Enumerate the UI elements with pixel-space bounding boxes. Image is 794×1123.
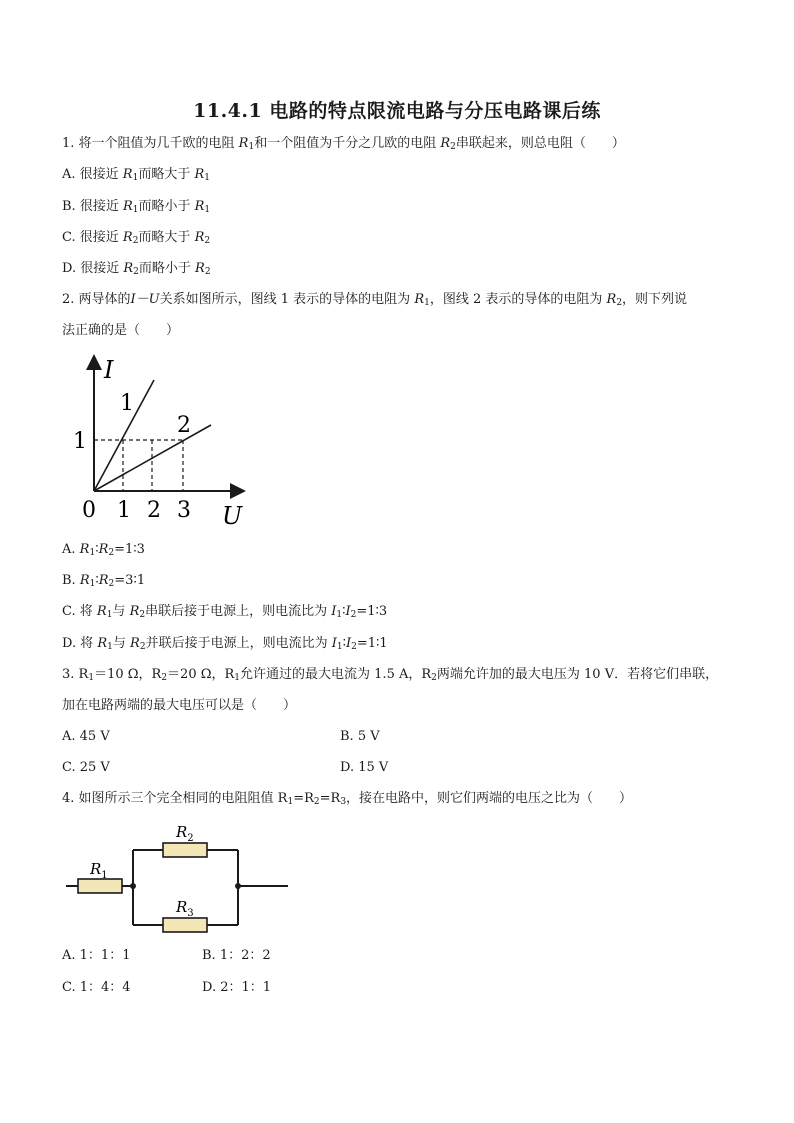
q2-option-d[interactable]: D. 将 $R_1$与 $R_2$并联后接于电源上，则电流比为 $I_1∶I_2=1∶1$ <box>62 636 388 652</box>
q2-option-b[interactable]: B. $R_1∶R_2=3∶1$ <box>62 573 146 589</box>
q2-stem-line1: 2. 两导体的I－U关系如图所示，图线 1 表示的导体的电阻为 $R_1$，图线 2 表示的导体的电阻为 $R_2$，则下列说 <box>62 292 688 308</box>
label-r2: $R_2$ <box>176 823 194 844</box>
q2-option-c[interactable]: C. 将 $R_1$与 $R_2$串联后接于电源上，则电流比为 $I_1∶I_2=1∶3$ <box>62 604 388 620</box>
q3-option-a[interactable]: A. 45 V <box>62 729 110 744</box>
q2-stem-line2: 法正确的是（ ） <box>62 323 180 338</box>
q3-stem-line2: 加在电路两端的最大电压可以是（ ） <box>62 698 297 713</box>
q1-stem: 1. 将一个阻值为几千欧的电阻 $R_1$和一个阻值为千分之几欧的电阻 $R_2$串联起来，则总电阻（ ） <box>62 136 625 152</box>
q4-option-c[interactable]: C. 1：4：4 <box>62 980 131 995</box>
y-axis-label: I <box>104 356 114 384</box>
q3-option-d[interactable]: D. 15 V <box>340 760 389 775</box>
page-title: 11.4.1 电路的特点限流电路与分压电路课后练 <box>193 100 601 122</box>
x-tick-3: 3 <box>177 498 191 523</box>
x-tick-1: 1 <box>117 498 131 523</box>
q3-option-b[interactable]: B. 5 V <box>340 729 380 744</box>
circuit-diagram <box>62 818 294 940</box>
label-r3: $R_3$ <box>176 898 194 919</box>
q4-option-a[interactable]: A. 1：1：1 <box>62 948 131 963</box>
label-r1: $R_1$ <box>90 860 108 881</box>
line-1-label: 1 <box>120 391 134 416</box>
q1-option-d[interactable]: D. 很接近 $R_2$而略小于 $R_2$ <box>62 261 211 277</box>
origin-label: 0 <box>82 498 96 523</box>
q4-stem: 4. 如图所示三个完全相同的电阻阻值 $R_1=R_2=R_3$，接在电路中，则它们两端的电压之比为（ ） <box>62 791 633 807</box>
q4-option-b[interactable]: B. 1：2：2 <box>202 948 271 963</box>
resistor-r2 <box>163 843 207 857</box>
iu-graph <box>64 350 264 530</box>
q2-option-a[interactable]: A. $R_1∶R_2=1∶3$ <box>62 542 145 558</box>
y-tick-1: 1 <box>73 429 87 454</box>
q4-option-d[interactable]: D. 2：1：1 <box>202 980 272 995</box>
q1-option-b[interactable]: B. 很接近 $R_1$而略小于 $R_1$ <box>62 199 211 215</box>
x-tick-2: 2 <box>147 498 161 523</box>
resistor-r3 <box>163 918 207 932</box>
x-axis-label: U <box>222 502 243 530</box>
line-2-label: 2 <box>177 413 191 438</box>
q3-stem-line1: 3. $R_1=10$ Ω，$R_2=20$ Ω，$R_1$允许通过的最大电流为 1.5 A，$R_2$两端允许加的最大电压为 10 V．若将它们串联， <box>62 667 719 683</box>
q1-option-a[interactable]: A. 很接近 $R_1$而略大于 $R_1$ <box>62 167 210 183</box>
q3-option-c[interactable]: C. 25 V <box>62 760 110 775</box>
q1-option-c[interactable]: C. 很接近 $R_2$而略大于 $R_2$ <box>62 230 211 246</box>
resistor-r1 <box>78 879 122 893</box>
